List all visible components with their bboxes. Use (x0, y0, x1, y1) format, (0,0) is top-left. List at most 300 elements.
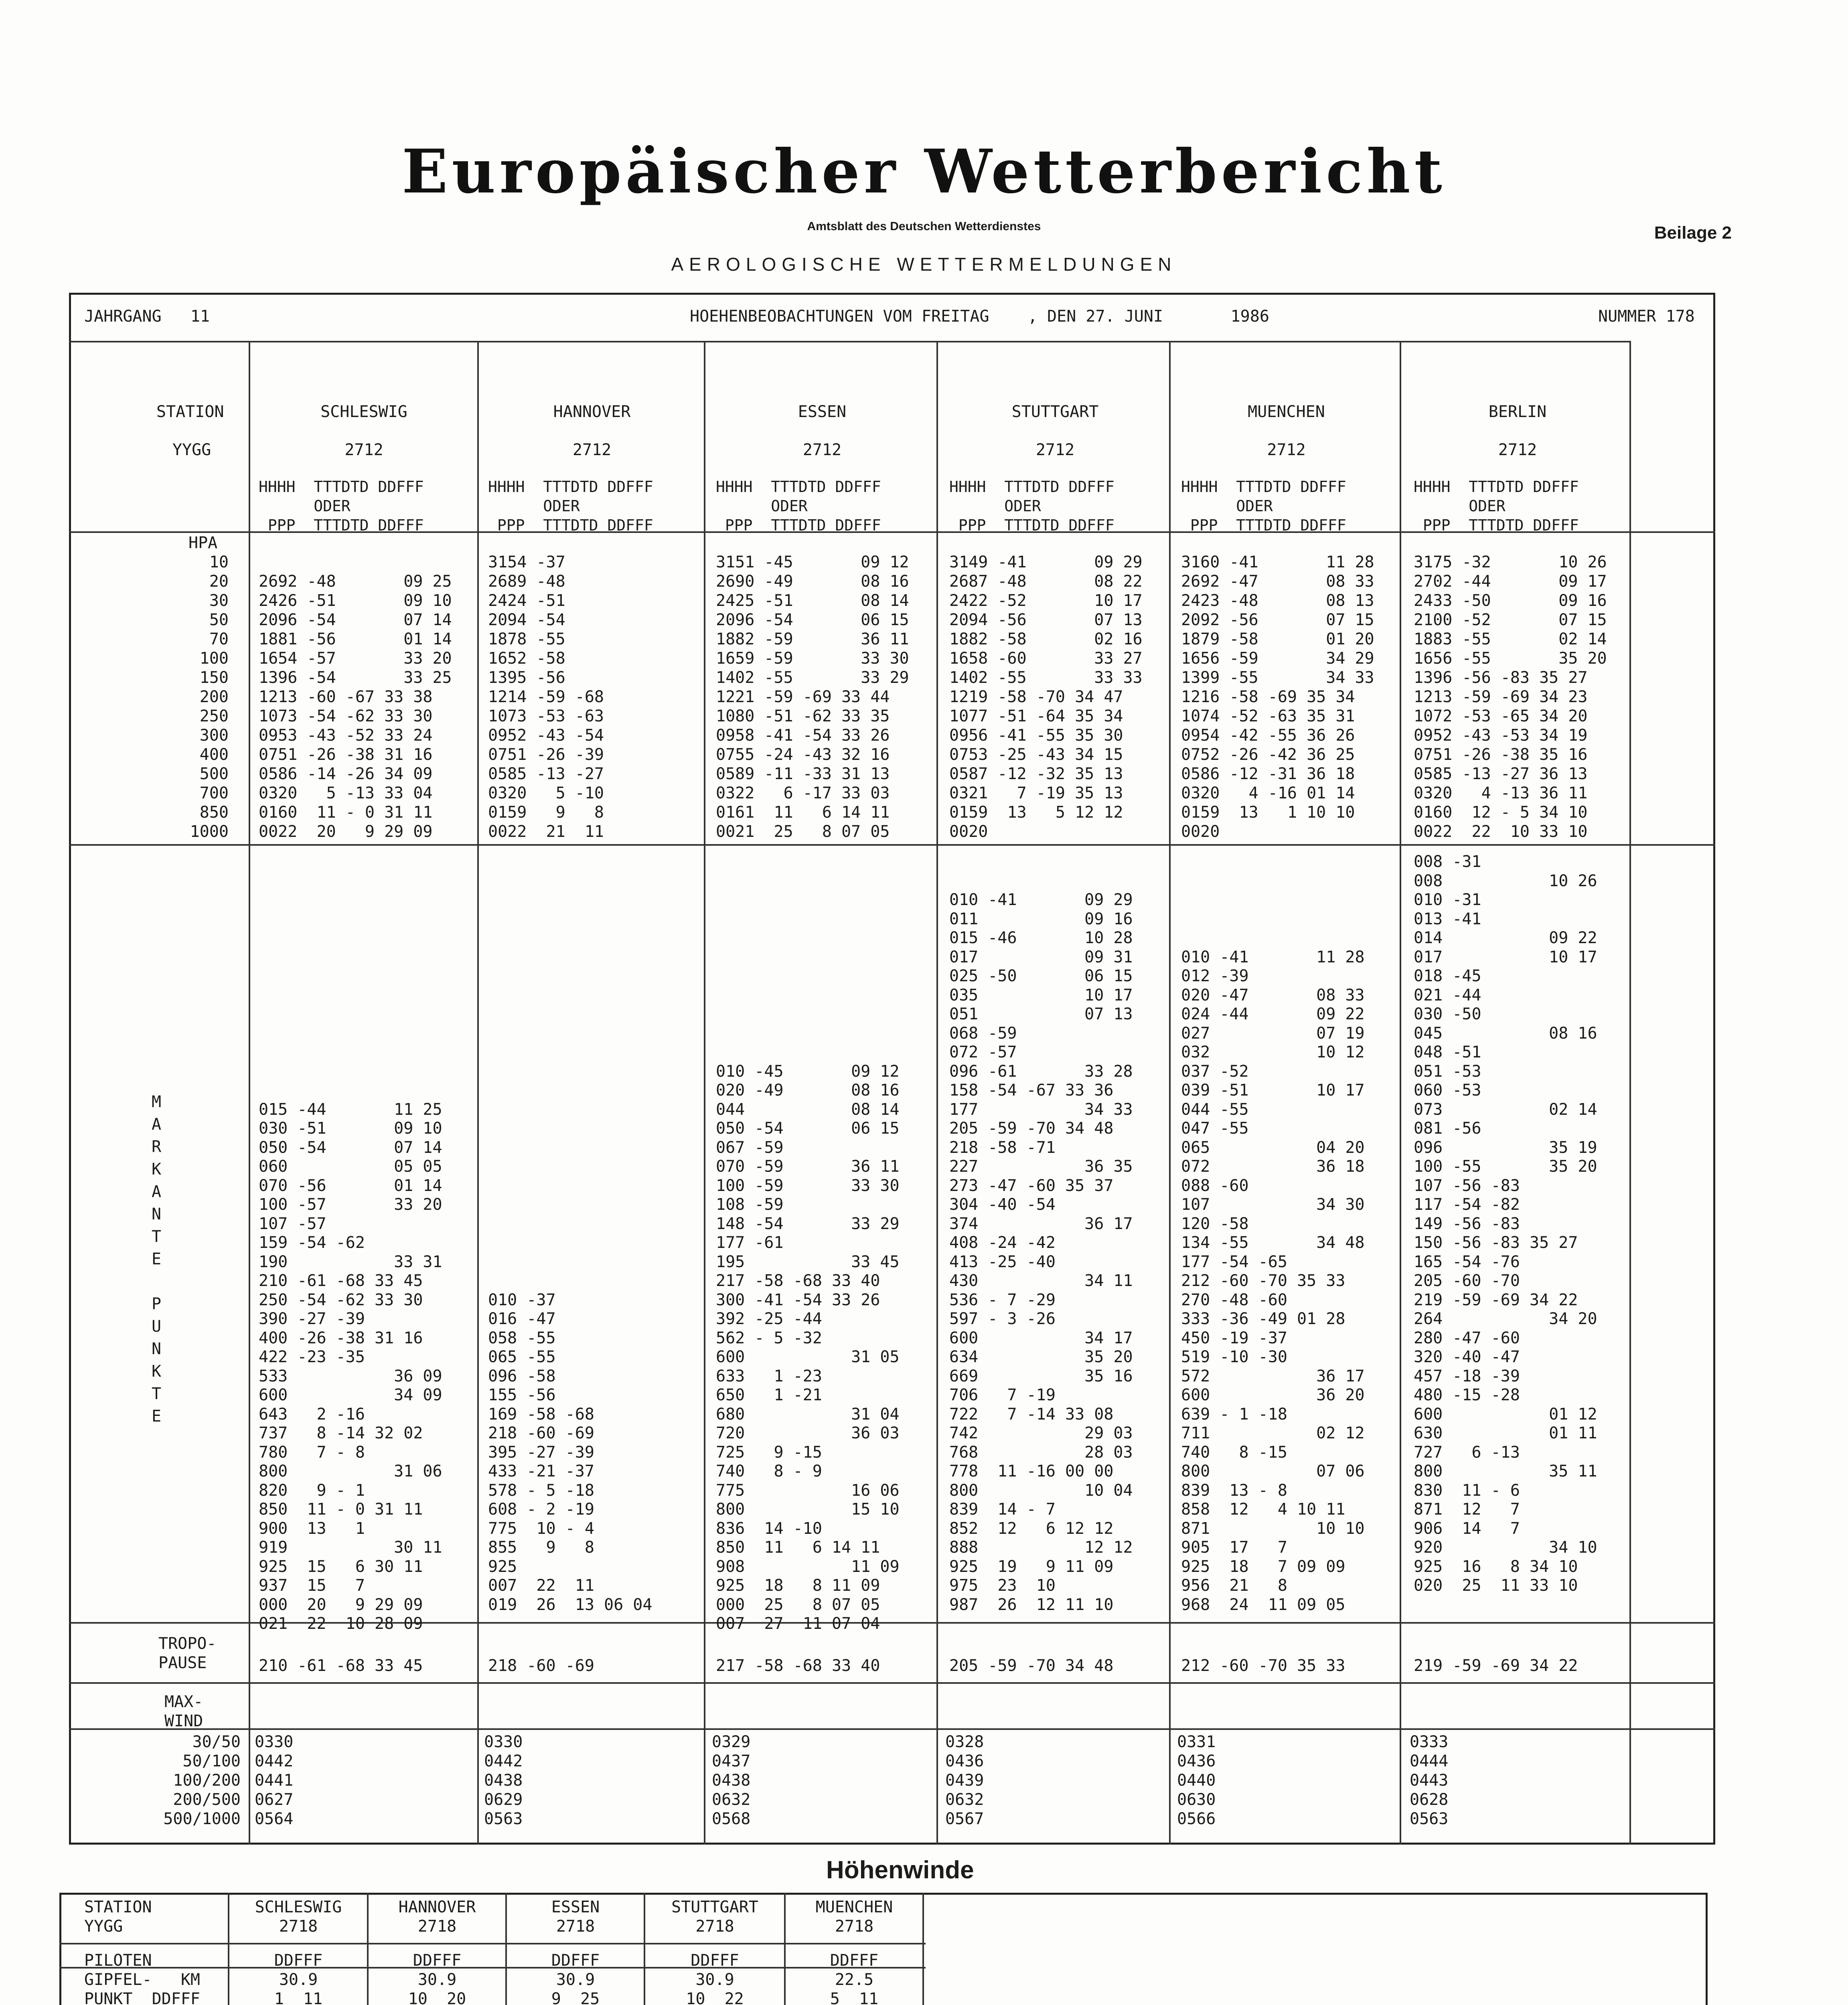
pressure-level: 10 (209, 553, 229, 571)
markante-letter: K (151, 1362, 162, 1381)
significant-level-row: 096 -61 33 28 (949, 1062, 1133, 1081)
standard-level-row: 1656 -59 34 29 (1181, 649, 1374, 668)
significant-level-row: 839 13 - 8 (1181, 1481, 1287, 1500)
significant-level-row: 572 36 17 (1181, 1367, 1365, 1385)
standard-level-row: 0021 25 8 07 05 (716, 822, 890, 841)
pressure-level: 70 (209, 630, 229, 648)
significant-level-row: 871 10 10 (1181, 1519, 1365, 1538)
significant-level-row: 177 -54 -65 (1181, 1252, 1287, 1271)
standard-level-row: 1654 -57 33 20 (259, 649, 452, 668)
station-yygg: 2712 (1267, 441, 1306, 459)
significant-level-row: 165 -54 -76 (1414, 1252, 1520, 1271)
pressure-level: 150 (199, 668, 229, 687)
standard-level-row: 2092 -56 07 15 (1181, 611, 1374, 629)
significant-level-row: 850 11 - 0 31 11 (259, 1500, 423, 1519)
significant-level-row: 608 - 2 -19 (488, 1500, 594, 1519)
significant-level-row: 050 -54 06 15 (716, 1119, 900, 1138)
standard-level-row: 3154 -37 (488, 553, 565, 571)
standard-level-row: 0159 13 5 12 12 (949, 803, 1123, 822)
tropopause-value: 210 -61 -68 33 45 (259, 1657, 423, 1675)
markante-letter: T (151, 1385, 162, 1403)
significant-level-row: 304 -40 -54 (949, 1195, 1056, 1214)
layer-value: 0444 (1410, 1752, 1449, 1770)
hw-piloten-label: GIPFEL- KM (84, 1971, 200, 1989)
column-header-line3: PPP TTTDTD DDFFF (716, 516, 881, 534)
standard-level-row: 2423 -48 08 13 (1181, 591, 1374, 610)
significant-level-row: 800 31 06 (259, 1462, 442, 1480)
significant-level-row: 010 -41 11 28 (1181, 948, 1365, 966)
standard-level-row: 0952 -43 -54 (488, 726, 604, 745)
standard-level-row: 3149 -41 09 29 (949, 553, 1143, 571)
significant-level-row: 158 -54 -67 33 36 (949, 1081, 1114, 1100)
standard-level-row: 1213 -59 -69 34 23 (1414, 688, 1588, 706)
standard-level-row: 1659 -59 33 30 (716, 649, 909, 668)
standard-level-row: 0022 21 11 (488, 822, 604, 841)
layer-value: 0628 (1410, 1790, 1449, 1809)
tropopause-value: 217 -58 -68 33 40 (716, 1657, 880, 1675)
significant-level-row: 020 -47 08 33 (1181, 986, 1365, 1005)
significant-level-row: 011 09 16 (949, 909, 1133, 928)
layer-label: 500/1000 (163, 1810, 241, 1828)
significant-level-row: 070 -59 36 11 (716, 1157, 900, 1176)
grid-vline (1169, 341, 1171, 1845)
hw-station-name: STUTTGART (671, 1898, 758, 1916)
column-header-line1: HHHH TTTDTD DDFFF (1181, 478, 1346, 496)
layer-label: 200/500 (173, 1790, 241, 1809)
standard-level-row: 1214 -59 -68 (488, 688, 604, 706)
significant-level-row: 010 -31 (1414, 891, 1481, 909)
significant-level-row: 195 33 45 (716, 1252, 900, 1271)
hw-peak: DDFFF (413, 1951, 462, 1970)
pressure-level: 200 (199, 688, 229, 706)
column-header-line2: ODER (716, 497, 808, 515)
significant-level-row: 088 -60 (1181, 1176, 1249, 1195)
layer-value: 0632 (945, 1790, 984, 1809)
grid-hline (69, 1728, 1715, 1730)
significant-level-row: 045 08 16 (1414, 1024, 1597, 1043)
standard-level-row: 0020 (949, 822, 988, 841)
significant-level-row: 669 35 16 (949, 1367, 1133, 1385)
significant-level-row: 920 34 10 (1414, 1538, 1597, 1557)
significant-level-row: 800 35 11 (1414, 1462, 1597, 1480)
standard-level-row: 0954 -42 -55 36 26 (1181, 726, 1355, 745)
hw-station-yygg: 2718 (417, 1917, 457, 1936)
markante-letter: K (151, 1160, 162, 1179)
significant-level-row: 035 10 17 (949, 986, 1133, 1005)
significant-level-row: 024 -44 09 22 (1181, 1005, 1365, 1023)
significant-level-row: 711 02 12 (1181, 1424, 1365, 1442)
significant-level-row: 134 -55 34 48 (1181, 1233, 1365, 1252)
grid-hline-top (69, 341, 1631, 342)
markante-letter: R (151, 1138, 162, 1156)
layer-value: 0563 (484, 1810, 523, 1828)
significant-level-row: 218 -60 -69 (488, 1424, 594, 1442)
significant-level-row: 048 -51 (1414, 1043, 1481, 1061)
significant-level-row: 780 7 - 8 (259, 1443, 365, 1462)
hw-peak: 10 22 (686, 1990, 744, 2005)
significant-level-row: 925 16 8 34 10 (1414, 1557, 1578, 1576)
significant-level-row: 177 -61 (716, 1233, 784, 1252)
standard-level-row: 0320 5 -10 (488, 784, 604, 802)
standard-level-row: 1072 -53 -65 34 20 (1414, 707, 1588, 725)
standard-level-row: 0751 -26 -38 31 16 (259, 745, 433, 764)
significant-level-row: 020 -49 08 16 (716, 1081, 900, 1100)
standard-level-row: 0586 -12 -31 36 18 (1181, 765, 1355, 783)
significant-level-row: 020 25 11 33 10 (1414, 1576, 1578, 1595)
significant-level-row: 100 -55 35 20 (1414, 1157, 1597, 1176)
significant-level-row: 070 -56 01 14 (259, 1176, 442, 1195)
column-header-line2: ODER (259, 497, 351, 515)
significant-level-row: 217 -58 -68 33 40 (716, 1272, 880, 1290)
hw-piloten-label: PUNKT DDFFF (84, 1990, 200, 2005)
significant-level-row: 630 01 11 (1414, 1424, 1597, 1442)
significant-level-row: 433 -21 -37 (488, 1462, 594, 1480)
significant-level-row: 597 - 3 -26 (949, 1310, 1056, 1328)
standard-level-row: 0751 -26 -39 (488, 745, 604, 764)
significant-level-row: 450 -19 -37 (1181, 1329, 1287, 1347)
significant-level-row: 775 10 - 4 (488, 1519, 594, 1538)
significant-level-row: 014 09 22 (1414, 929, 1597, 947)
significant-level-row: 219 -59 -69 34 22 (1414, 1290, 1578, 1309)
hw-yygg-label: YYGG (84, 1917, 123, 1936)
significant-level-row: 058 -55 (488, 1329, 556, 1347)
significant-level-row: 065 -55 (488, 1348, 556, 1366)
column-header-line1: HHHH TTTDTD DDFFF (1414, 478, 1579, 496)
significant-level-row: 839 14 - 7 (949, 1500, 1056, 1519)
standard-level-row: 1658 -60 33 27 (949, 649, 1143, 668)
standard-level-row: 0956 -41 -55 35 30 (949, 726, 1123, 745)
significant-level-row: 117 -54 -82 (1414, 1195, 1520, 1214)
significant-level-row: 010 -37 (488, 1290, 556, 1309)
significant-level-row: 051 -53 (1414, 1062, 1481, 1081)
standard-level-row: 1882 -58 02 16 (949, 630, 1143, 648)
station-yygg: 2712 (572, 441, 612, 459)
hw-grid-vline (922, 1893, 924, 2005)
layer-value: 0627 (255, 1790, 294, 1809)
significant-level-row: 270 -48 -60 (1181, 1290, 1287, 1309)
layer-value: 0568 (712, 1810, 751, 1828)
significant-level-row: 374 36 17 (949, 1214, 1133, 1233)
layer-value: 0441 (255, 1771, 294, 1790)
significant-level-row: 210 -61 -68 33 45 (259, 1272, 423, 1290)
significant-level-row: 060 -53 (1414, 1081, 1481, 1100)
hw-grid-vline (644, 1893, 645, 2005)
significant-level-row: 012 -39 (1181, 967, 1249, 985)
layer-value: 0436 (945, 1752, 984, 1770)
significant-level-row: 742 29 03 (949, 1424, 1133, 1442)
significant-level-row: 015 -44 11 25 (259, 1100, 442, 1119)
significant-level-row: 300 -41 -54 33 26 (716, 1290, 880, 1309)
standard-level-row: 3175 -32 10 26 (1414, 553, 1607, 571)
significant-level-row: 600 01 12 (1414, 1405, 1597, 1424)
standard-level-row: 0160 12 - 5 34 10 (1414, 803, 1588, 822)
pressure-level: 100 (199, 649, 229, 668)
significant-level-row: 639 - 1 -18 (1181, 1405, 1287, 1424)
section-title: AEROLOGISCHE WETTERMELDUNGEN (671, 254, 1177, 275)
significant-level-row: 925 15 6 30 11 (259, 1557, 423, 1576)
standard-level-row: 0586 -14 -26 34 09 (259, 765, 433, 783)
column-header-line2: ODER (1414, 497, 1506, 515)
significant-level-row: 778 11 -16 00 00 (949, 1462, 1114, 1480)
layer-value: 0329 (712, 1733, 751, 1751)
significant-level-row: 044 -55 (1181, 1100, 1249, 1119)
column-header-line1: HHHH TTTDTD DDFFF (949, 478, 1114, 496)
layer-value: 0440 (1177, 1771, 1216, 1790)
tropopause-label: TROPO- PAUSE (158, 1634, 217, 1672)
pressure-level: 50 (209, 611, 229, 629)
significant-level-row: 013 -41 (1414, 909, 1481, 928)
layer-value: 0437 (712, 1752, 751, 1770)
column-header-line1: HHHH TTTDTD DDFFF (716, 478, 881, 496)
significant-level-row: 205 -59 -70 34 48 (949, 1119, 1114, 1138)
pressure-level: 700 (199, 784, 229, 802)
significant-level-row: 800 10 04 (949, 1481, 1133, 1500)
standard-level-row: 1878 -55 (488, 630, 565, 648)
column-header-line1: HHHH TTTDTD DDFFF (259, 478, 424, 496)
significant-level-row: 430 34 11 (949, 1272, 1133, 1290)
standard-level-row: 3151 -45 09 12 (716, 553, 909, 571)
standard-level-row: 0322 6 -17 33 03 (716, 784, 890, 802)
significant-level-row: 643 2 -16 (259, 1405, 365, 1424)
markante-letter: T (151, 1227, 162, 1246)
column-header (1414, 477, 1579, 535)
significant-level-row: 037 -52 (1181, 1062, 1249, 1081)
standard-level-row: 0755 -24 -43 32 16 (716, 745, 890, 764)
layer-value: 0438 (712, 1771, 751, 1790)
station-yygg: 2712 (1035, 441, 1075, 459)
significant-level-row: 148 -54 33 29 (716, 1214, 900, 1233)
significant-level-row: 578 - 5 -18 (488, 1481, 594, 1500)
tropopause-value: 205 -59 -70 34 48 (949, 1657, 1114, 1675)
significant-level-row: 987 26 12 11 10 (949, 1595, 1114, 1614)
standard-level-row: 0958 -41 -54 33 26 (716, 726, 890, 745)
significant-level-row: 740 8 - 9 (716, 1462, 822, 1480)
significant-level-row: 925 18 8 11 09 (716, 1576, 880, 1595)
significant-level-row: 000 25 8 07 05 (716, 1595, 880, 1614)
hw-station-yygg: 2718 (279, 1917, 318, 1936)
standard-level-row: 0320 4 -16 01 14 (1181, 784, 1355, 802)
station-name: MUENCHEN (1248, 403, 1325, 421)
standard-level-row: 1882 -59 36 11 (716, 630, 909, 648)
standard-level-row: 3160 -41 11 28 (1181, 553, 1374, 571)
station-name: HANNOVER (553, 403, 631, 421)
standard-level-row: 0161 11 6 14 11 (716, 803, 890, 822)
hoehenwinde-title: Höhenwinde (826, 1856, 974, 1884)
station-name: SCHLESWIG (320, 403, 407, 421)
significant-level-row: 908 11 09 (716, 1557, 900, 1576)
significant-level-row: 706 7 -19 (949, 1386, 1056, 1404)
significant-level-row: 925 (488, 1557, 517, 1576)
standard-level-row: 0585 -13 -27 36 13 (1414, 765, 1588, 783)
significant-level-row: 107 -57 (259, 1214, 326, 1233)
hw-station-name: HANNOVER (398, 1898, 476, 1916)
hw-station-name: MUENCHEN (815, 1898, 893, 1916)
significant-level-row: 836 14 -10 (716, 1519, 822, 1538)
layer-label: 30/50 (192, 1733, 241, 1751)
tropopause-value: 219 -59 -69 34 22 (1414, 1657, 1578, 1675)
significant-level-row: 107 34 30 (1181, 1195, 1365, 1214)
standard-level-row: 1883 -55 02 14 (1414, 630, 1607, 648)
significant-level-row: 600 34 09 (259, 1386, 442, 1404)
column-header-line2: ODER (949, 497, 1041, 515)
standard-level-row: 2687 -48 08 22 (949, 572, 1143, 591)
standard-level-row: 1396 -54 33 25 (259, 668, 452, 687)
hw-station-name: ESSEN (551, 1898, 600, 1916)
significant-level-row: 562 - 5 -32 (716, 1329, 822, 1347)
standard-level-row: 1652 -58 (488, 649, 565, 668)
significant-level-row: 150 -56 -83 35 27 (1414, 1233, 1578, 1252)
significant-level-row: 536 - 7 -29 (949, 1290, 1056, 1309)
significant-level-row: 925 19 9 11 09 (949, 1557, 1114, 1576)
markante-letter: E (151, 1407, 162, 1426)
grid-vline (704, 341, 705, 1845)
significant-level-row: 212 -60 -70 35 33 (1181, 1272, 1345, 1290)
station-name: ESSEN (798, 403, 847, 421)
significant-level-row: 800 15 10 (716, 1500, 900, 1519)
standard-level-row: 2096 -54 07 14 (259, 611, 452, 629)
significant-level-row: 422 -23 -35 (259, 1348, 365, 1366)
standard-level-row: 0751 -26 -38 35 16 (1414, 745, 1588, 764)
significant-level-row: 820 9 - 1 (259, 1481, 365, 1500)
significant-level-row: 025 -50 06 15 (949, 967, 1133, 985)
station-yygg: 2712 (344, 441, 383, 459)
significant-level-row: 852 12 6 12 12 (949, 1519, 1114, 1538)
significant-level-row: 007 27 11 07 04 (716, 1614, 880, 1633)
significant-level-row: 010 -45 09 12 (716, 1062, 900, 1081)
significant-level-row: 073 02 14 (1414, 1100, 1597, 1119)
standard-level-row: 0952 -43 -53 34 19 (1414, 726, 1588, 745)
pressure-level: 1000 (190, 822, 229, 841)
significant-level-row: 227 36 35 (949, 1157, 1133, 1176)
significant-level-row: 190 33 31 (259, 1252, 442, 1271)
hw-peak: DDFFF (691, 1951, 739, 1970)
column-header-line3: PPP TTTDTD DDFFF (1181, 516, 1346, 534)
markante-letter: U (151, 1317, 162, 1336)
hw-peak: 9 25 (551, 1990, 600, 2005)
significant-level-row: 030 -50 (1414, 1005, 1481, 1023)
pressure-level: 500 (199, 765, 229, 783)
standard-level-row: 2096 -54 06 15 (716, 611, 909, 629)
hw-grid-vline (228, 1893, 229, 2005)
significant-level-row: 905 17 7 (1181, 1538, 1287, 1557)
layer-value: 0438 (484, 1771, 523, 1790)
standard-level-row: 2422 -52 10 17 (949, 591, 1143, 610)
significant-level-row: 400 -26 -38 31 16 (259, 1329, 423, 1347)
grid-hline (69, 1682, 1715, 1684)
page-subtitle: Amtsblatt des Deutschen Wetterdienstes (807, 220, 1041, 233)
column-header (949, 477, 1114, 535)
standard-level-row: 1402 -55 33 33 (949, 668, 1143, 687)
standard-level-row: 1395 -56 (488, 668, 565, 687)
significant-level-row: 855 9 8 (488, 1538, 594, 1557)
hw-peak: 5 11 (830, 1990, 879, 2005)
significant-level-row: 019 26 13 06 04 (488, 1595, 652, 1614)
significant-level-row: 320 -40 -47 (1414, 1348, 1520, 1366)
markante-letter: A (151, 1115, 162, 1134)
significant-level-row: 737 8 -14 32 02 (259, 1424, 423, 1442)
significant-level-row: 725 9 -15 (716, 1443, 822, 1462)
standard-level-row: 2094 -56 07 13 (949, 611, 1143, 629)
significant-level-row: 900 13 1 (259, 1519, 365, 1538)
significant-level-row: 008 -31 (1414, 853, 1481, 871)
significant-level-row: 008 10 26 (1414, 871, 1597, 890)
significant-level-row: 850 11 6 14 11 (716, 1538, 880, 1557)
hw-piloten-label: PILOTEN (84, 1951, 152, 1970)
issue-number: NUMMER 178 (1598, 307, 1695, 326)
layer-value: 0330 (484, 1733, 523, 1751)
significant-level-row: 067 -59 (716, 1138, 784, 1157)
layer-value: 0630 (1177, 1790, 1216, 1809)
significant-level-row: 010 -41 09 29 (949, 891, 1133, 909)
significant-level-row: 021 -44 (1414, 986, 1481, 1005)
column-header (716, 477, 881, 535)
significant-level-row: 800 07 06 (1181, 1462, 1365, 1480)
standard-level-row: 2702 -44 09 17 (1414, 572, 1607, 591)
standard-level-row: 1073 -53 -63 (488, 707, 604, 725)
layer-label: 100/200 (173, 1771, 241, 1790)
standard-level-row: 2424 -51 (488, 591, 565, 610)
standard-level-row: 1399 -55 34 33 (1181, 668, 1374, 687)
standard-level-row: 1881 -56 01 14 (259, 630, 452, 648)
column-header-line3: PPP TTTDTD DDFFF (259, 516, 424, 534)
standard-level-row: 0589 -11 -33 31 13 (716, 765, 890, 783)
layer-value: 0443 (1410, 1771, 1449, 1790)
significant-level-row: 016 -47 (488, 1310, 556, 1328)
significant-level-row: 072 36 18 (1181, 1157, 1365, 1176)
standard-level-row: 0585 -13 -27 (488, 765, 604, 783)
standard-level-row: 2692 -48 09 25 (259, 572, 452, 591)
column-header-line1: HHHH TTTDTD DDFFF (488, 478, 653, 496)
significant-level-row: 634 35 20 (949, 1348, 1133, 1366)
standard-level-row: 2100 -52 07 15 (1414, 611, 1607, 629)
significant-level-row: 830 11 - 6 (1414, 1481, 1520, 1500)
significant-level-row: 408 -24 -42 (949, 1233, 1056, 1252)
significant-level-row: 017 10 17 (1414, 948, 1597, 966)
standard-level-row: 1080 -51 -62 33 35 (716, 707, 890, 725)
standard-level-row: 1077 -51 -64 35 34 (949, 707, 1123, 725)
significant-level-row: 457 -18 -39 (1414, 1367, 1520, 1385)
hw-grid-vline (505, 1893, 507, 2005)
significant-level-row: 871 12 7 (1414, 1500, 1520, 1519)
significant-level-row: 032 10 12 (1181, 1043, 1365, 1061)
station-name: STUTTGART (1011, 403, 1099, 421)
column-header (259, 477, 424, 535)
standard-level-row: 0160 11 - 0 31 11 (259, 803, 433, 822)
column-header-line3: PPP TTTDTD DDFFF (949, 516, 1114, 534)
significant-level-row: 722 7 -14 33 08 (949, 1405, 1114, 1424)
grid-hline (69, 844, 1715, 846)
station-yygg: 2712 (1498, 441, 1537, 459)
hw-station-label: STATION (84, 1898, 152, 1916)
significant-level-row: 000 20 9 29 09 (259, 1595, 423, 1614)
hw-peak: DDFFF (551, 1951, 600, 1970)
standard-level-row: 2692 -47 08 33 (1181, 572, 1374, 591)
significant-level-row: 906 14 7 (1414, 1519, 1520, 1538)
significant-level-row: 065 04 20 (1181, 1138, 1365, 1157)
hw-peak: 10 20 (408, 1990, 466, 2005)
standard-level-row: 0320 5 -13 33 04 (259, 784, 433, 802)
standard-level-row: 2433 -50 09 16 (1414, 591, 1607, 610)
significant-level-row: 120 -58 (1181, 1214, 1249, 1233)
standard-level-row: 2690 -49 08 16 (716, 572, 909, 591)
standard-level-row: 0022 20 9 29 09 (259, 822, 433, 841)
hw-peak: DDFFF (274, 1951, 323, 1970)
hw-station-yygg: 2718 (556, 1917, 595, 1936)
standard-level-row: 0753 -25 -43 34 15 (949, 745, 1123, 764)
pressure-level: 30 (209, 591, 229, 610)
standard-level-row: 1216 -58 -69 35 34 (1181, 688, 1355, 706)
hw-station-yygg: 2718 (695, 1917, 734, 1936)
